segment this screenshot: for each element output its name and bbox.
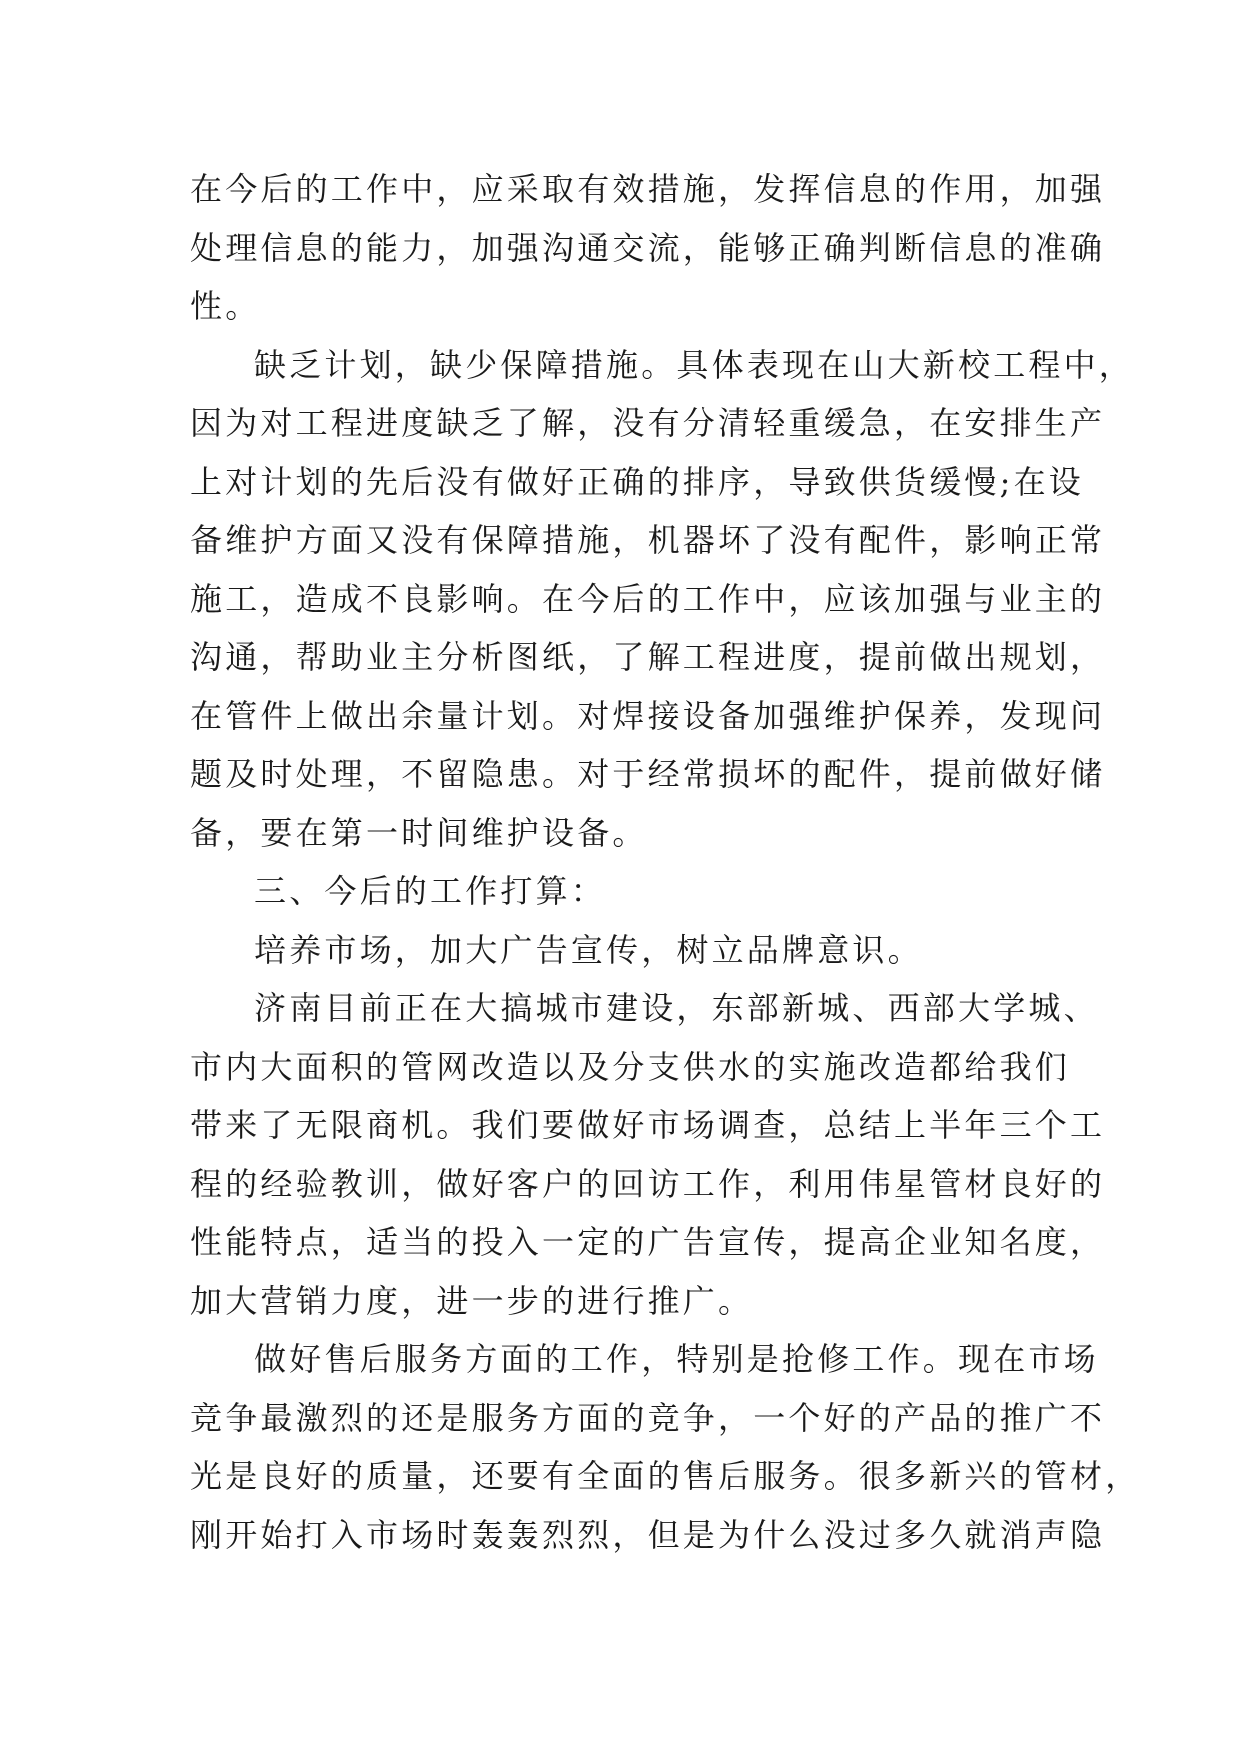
text-line: 竞争最激烈的还是服务方面的竞争，一个好的产品的推广不 [190,1398,1106,1437]
text-line: 带来了无限商机。我们要做好市场调查，总结上半年三个工 [190,1106,1106,1144]
text-line: 培养市场，加大广告宣传，树立品牌意识。 [254,930,923,969]
paragraph-jinan-construction [190,979,1106,1330]
text-line: 上对计划的先后没有做好正确的排序，导致供货缓慢;在设 [190,462,1084,501]
section-heading-future-plans [190,862,1050,921]
text-line: 在今后的工作中，应采取有效措施，发挥信息的作用，加强 [190,170,1106,208]
text-line: 三、今后的工作打算： [254,872,607,910]
text-line: 缺乏计划，缺少保障措施。具体表现在山大新校工程中， [254,345,1135,384]
text-line: 济南目前正在大搞城市建设，东部新城、西部大学城、 [254,989,1099,1027]
paragraph-market-building [190,921,1050,980]
text-line: 性。 [190,287,261,325]
document-page [190,160,1141,1564]
text-line: 在管件上做出余量计划。对焊接设备加强维护保养，发现问 [190,696,1106,735]
paragraph-after-sales-service [190,1330,1141,1564]
text-line: 性能特点，适当的投入一定的广告宣传，提高企业知名度， [190,1223,1106,1261]
paragraph-lack-of-planning [190,336,1135,863]
text-line: 刚开始打入市场时轰轰烈烈，但是为什么没过多久就消声隐 [190,1515,1106,1554]
text-line: 处理信息的能力，加强沟通交流，能够正确判断信息的准确 [190,228,1106,267]
text-line: 做好售后服务方面的工作，特别是抢修工作。现在市场 [254,1340,1099,1378]
text-line: 沟通，帮助业主分析图纸，了解工程进度，提前做出规划， [190,638,1106,676]
text-line: 程的经验教训，做好客户的回访工作，利用伟星管材良好的 [190,1164,1106,1203]
paragraph-info-handling [190,160,1106,336]
text-line: 加大营销力度，进一步的进行推广。 [190,1281,754,1320]
text-line: 施工，造成不良影响。在今后的工作中，应该加强与业主的 [190,579,1106,618]
text-line: 备维护方面又没有保障措施，机器坏了没有配件，影响正常 [190,521,1106,559]
text-line: 因为对工程进度缺乏了解，没有分清轻重缓急，在安排生产 [190,404,1106,442]
text-line: 备，要在第一时间维护设备。 [190,813,648,852]
text-line: 市内大面积的管网改造以及分支供水的实施改造都给我们 [190,1047,1071,1086]
text-line: 题及时处理，不留隐患。对于经常损坏的配件，提前做好储 [190,755,1106,793]
text-line: 光是良好的质量，还要有全面的售后服务。很多新兴的管材， [190,1457,1141,1495]
